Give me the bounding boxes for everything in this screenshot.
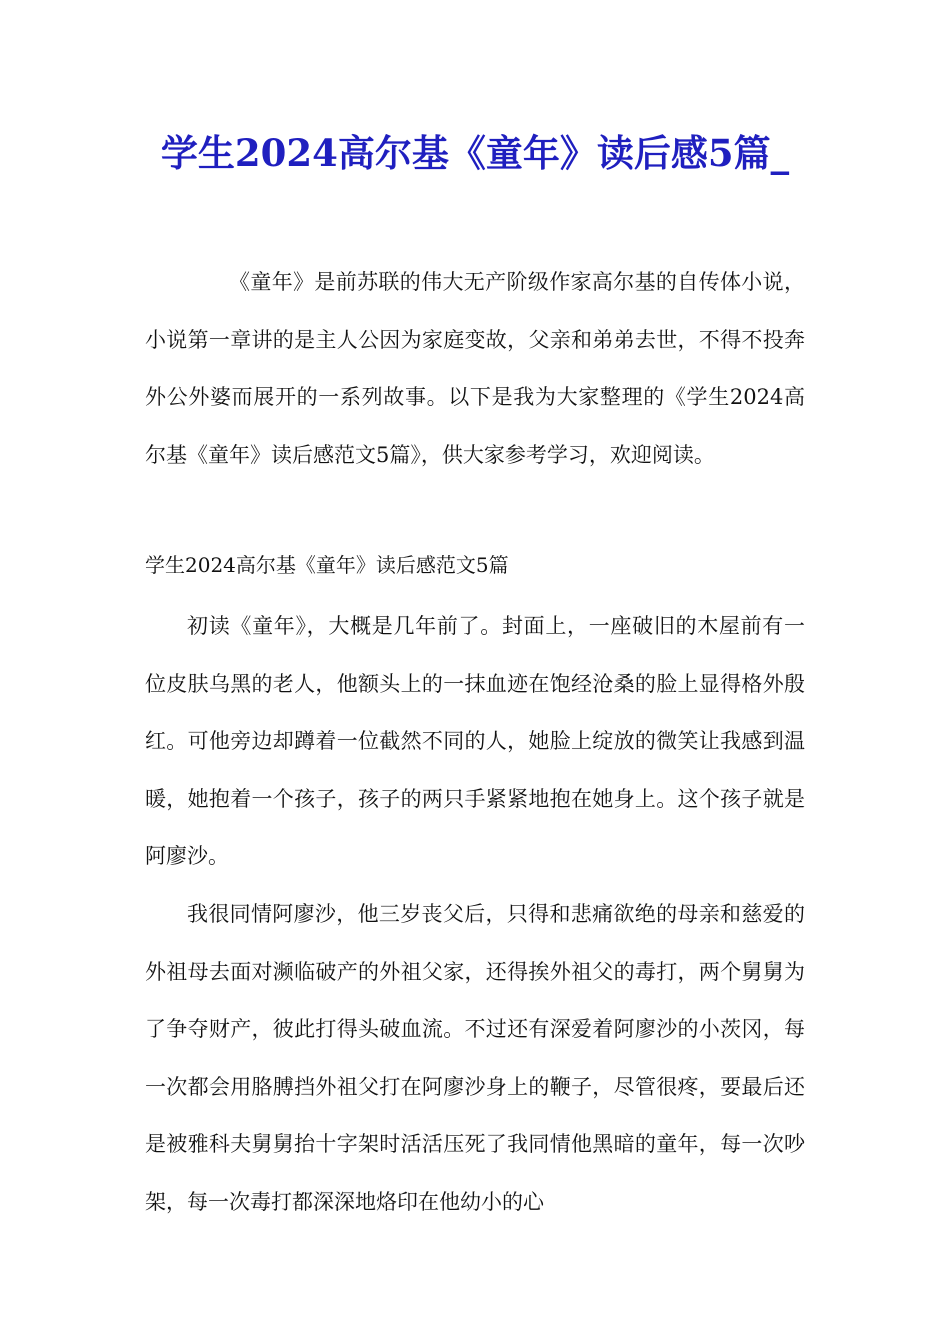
body-paragraph-2: 我很同情阿廖沙，他三岁丧父后，只得和悲痛欲绝的母亲和慈爱的外祖母去面对濒临破产的外祖父家，还得挨外祖父的毒打，两个舅舅为了争夺财产，彼此打得头破血流。不过还有深爱着阿廖沙的小茨冈，每一次都会用胳膊挡外祖父打在阿廖沙身上的鞭子，尽管很疼，要最后还是被雅科夫舅舅抬十字架时活活压死了我同情他黑暗的童年，每一次吵架，每一次毒打都深深地烙印在他幼小的心 xyxy=(145,902,805,1214)
document-title: 学生2024高尔基《童年》读后感5篇_ xyxy=(160,131,790,175)
intro-paragraph: 《童年》是前苏联的伟大无产阶级作家高尔基的自传体小说，小说第一章讲的是主人公因为家庭变故，父亲和弟弟去世，不得不投奔外公外婆而展开的一系列故事。以下是我为大家整理的《学生2024高尔基《童年》读后感范文5篇》，供大家参考学习，欢迎阅读。 xyxy=(145,270,805,467)
body-paragraph-1: 初读《童年》，大概是几年前了。封面上，一座破旧的木屋前有一位皮肤乌黑的老人，他额头上的一抹血迹在饱经沧桑的脸上显得格外殷红。可他旁边却蹲着一位截然不同的人，她脸上绽放的微笑让我感到温暖，她抱着一个孩子，孩子的两只手紧紧地抱在她身上。这个孩子就是阿廖沙。 xyxy=(145,614,805,868)
section-heading: 学生2024高尔基《童年》读后感范文5篇 xyxy=(145,553,509,577)
